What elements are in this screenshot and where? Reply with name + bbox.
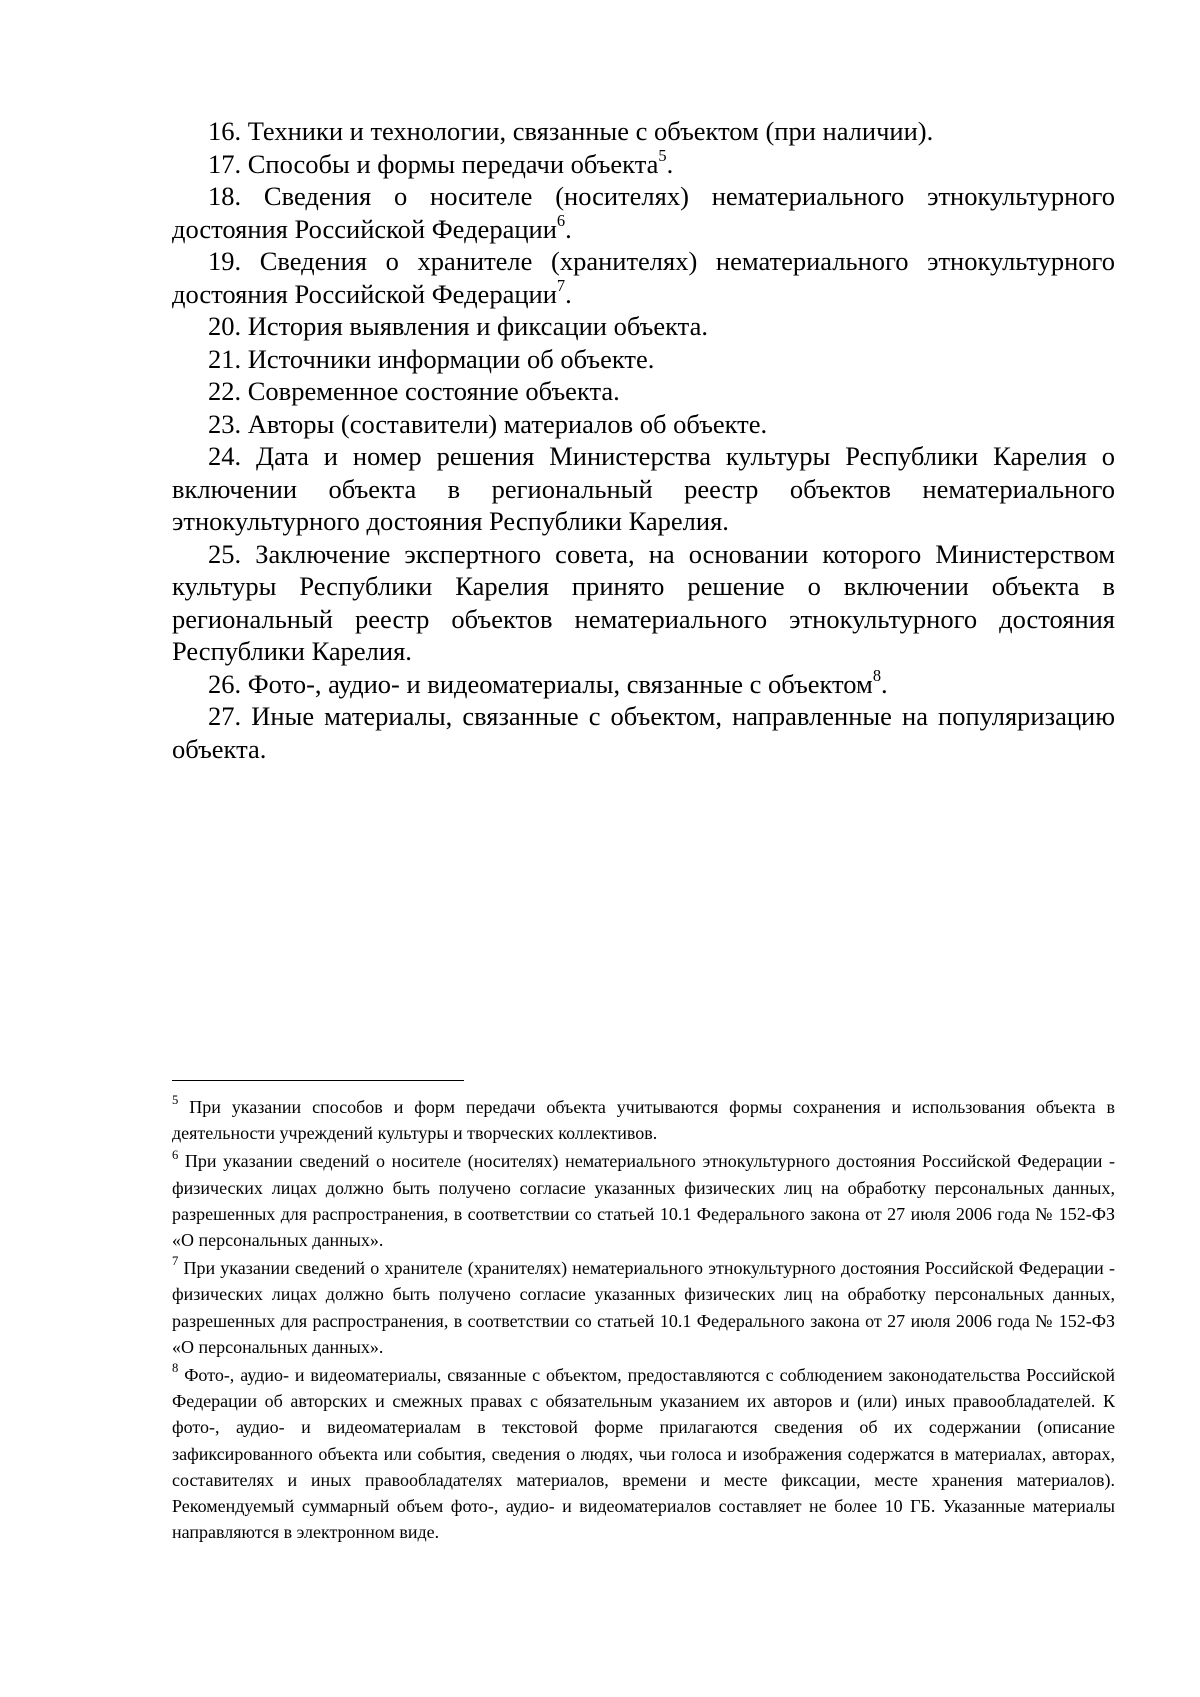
list-item-16: 16. Техники и технологии, связанные с объектом (при наличии). xyxy=(208,116,934,146)
footnote-number: 7 xyxy=(172,1254,179,1269)
footnote-7: $^7$ При указании сведений о хранителе (хранителях) нематериального этнокультурного достояния Российской Федерации - физических лицах должно быть получено согласие указанных физических лиц на обработку персональных данных, разрешенных для распространения, в соответствии со статьей 10.1 Федерального закона от 27 июля 2006 года № 152-ФЗ «О персональных данных». xyxy=(172,1254,1115,1357)
list-item-22: 22. Современное состояние объекта. xyxy=(208,376,620,406)
footnote-ref-6[interactable]: 6 xyxy=(556,211,566,231)
list-item-19: 19. Сведения о хранителе (хранителях) нематериального этнокультурного достояния Российской Федерации$^7$. xyxy=(172,246,1115,309)
footnote-8: $^8$ Фото-, аудио- и видеоматериалы, связанные с объектом, предоставляются с соблюдением законодательства Российской Федерации об авторских и смежных правах с обязательным указанием их авторов и (или) иных правообладателей. К фото-, аудио- и видеоматериалам в текстовой форме прилагаются сведения об их содержании (описание зафиксированного объекта или события, сведения о людях, чьи голоса и изображения содержатся в материалах, авторах, составителях и иных правообладателях материалов, времени и месте фиксации, месте хранения материалов). Рекомендуемый суммарный объем фото-, аудио- и видеоматериалов составляет не более 10 ГБ. Указанные материалы направляются в электронном виде. xyxy=(172,1361,1115,1543)
list-item-27: 27. Иные материалы, связанные с объектом, направленные на популяризацию объекта. xyxy=(172,701,1115,764)
list-item-26: 26. Фото-, аудио- и видеоматериалы, связанные с объектом$^8$. xyxy=(208,666,888,699)
body-text xyxy=(172,115,1115,765)
footnote-6: $^6$ При указании сведений о носителе (носителях) нематериального этнокультурного достояния Российской Федерации - физических лицах должно быть получено согласие указанных физических лиц на обработку персональных данных, разрешенных для распространения, в соответствии со статьей 10.1 Федерального закона от 27 июля 2006 года № 152-ФЗ «О персональных данных». xyxy=(172,1147,1115,1251)
list-item-23: 23. Авторы (составители) материалов об объекте. xyxy=(208,408,768,439)
footnote-number: 5 xyxy=(172,1093,179,1108)
footnote-ref-8[interactable]: 8 xyxy=(872,666,882,686)
list-item-20: 20. История выявления и фиксации объекта. xyxy=(208,311,708,341)
list-item-25: 25. Заключение экспертного совета, на основании которого Министерством культуры Республики Карелия принято решение о включении объекта в региональный реестр объектов нематериального этнокультурного достояния Республики Карелия. xyxy=(172,538,1115,666)
footnote-divider xyxy=(172,1080,464,1081)
list-item-17: 17. Способы и формы передачи объекта$^5$. xyxy=(208,146,674,179)
footnote-ref-7[interactable]: 7 xyxy=(556,276,566,296)
list-item-21: 21. Источники информации об объекте. xyxy=(208,343,655,374)
list-item-24: 24. Дата и номер решения Министерства культуры Республики Карелия о включении объекта в региональный реестр объектов нематериального этнокультурного достояния Республики Карелия. xyxy=(172,441,1115,536)
footnote-number: 8 xyxy=(172,1361,179,1376)
list-item-18: 18. Сведения о носителе (носителях) нематериального этнокультурного достояния Российской Федерации$^6$. xyxy=(172,181,1115,244)
footnote-number: 6 xyxy=(172,1147,179,1162)
footnote-ref-5[interactable]: 5 xyxy=(658,146,667,166)
footnotes xyxy=(172,1094,1115,1547)
footnote-5: $^5$ При указании способов и форм передачи объекта учитываются формы сохранения и использования объекта в деятельности учреждений культуры и творческих коллективов. xyxy=(172,1093,1115,1144)
